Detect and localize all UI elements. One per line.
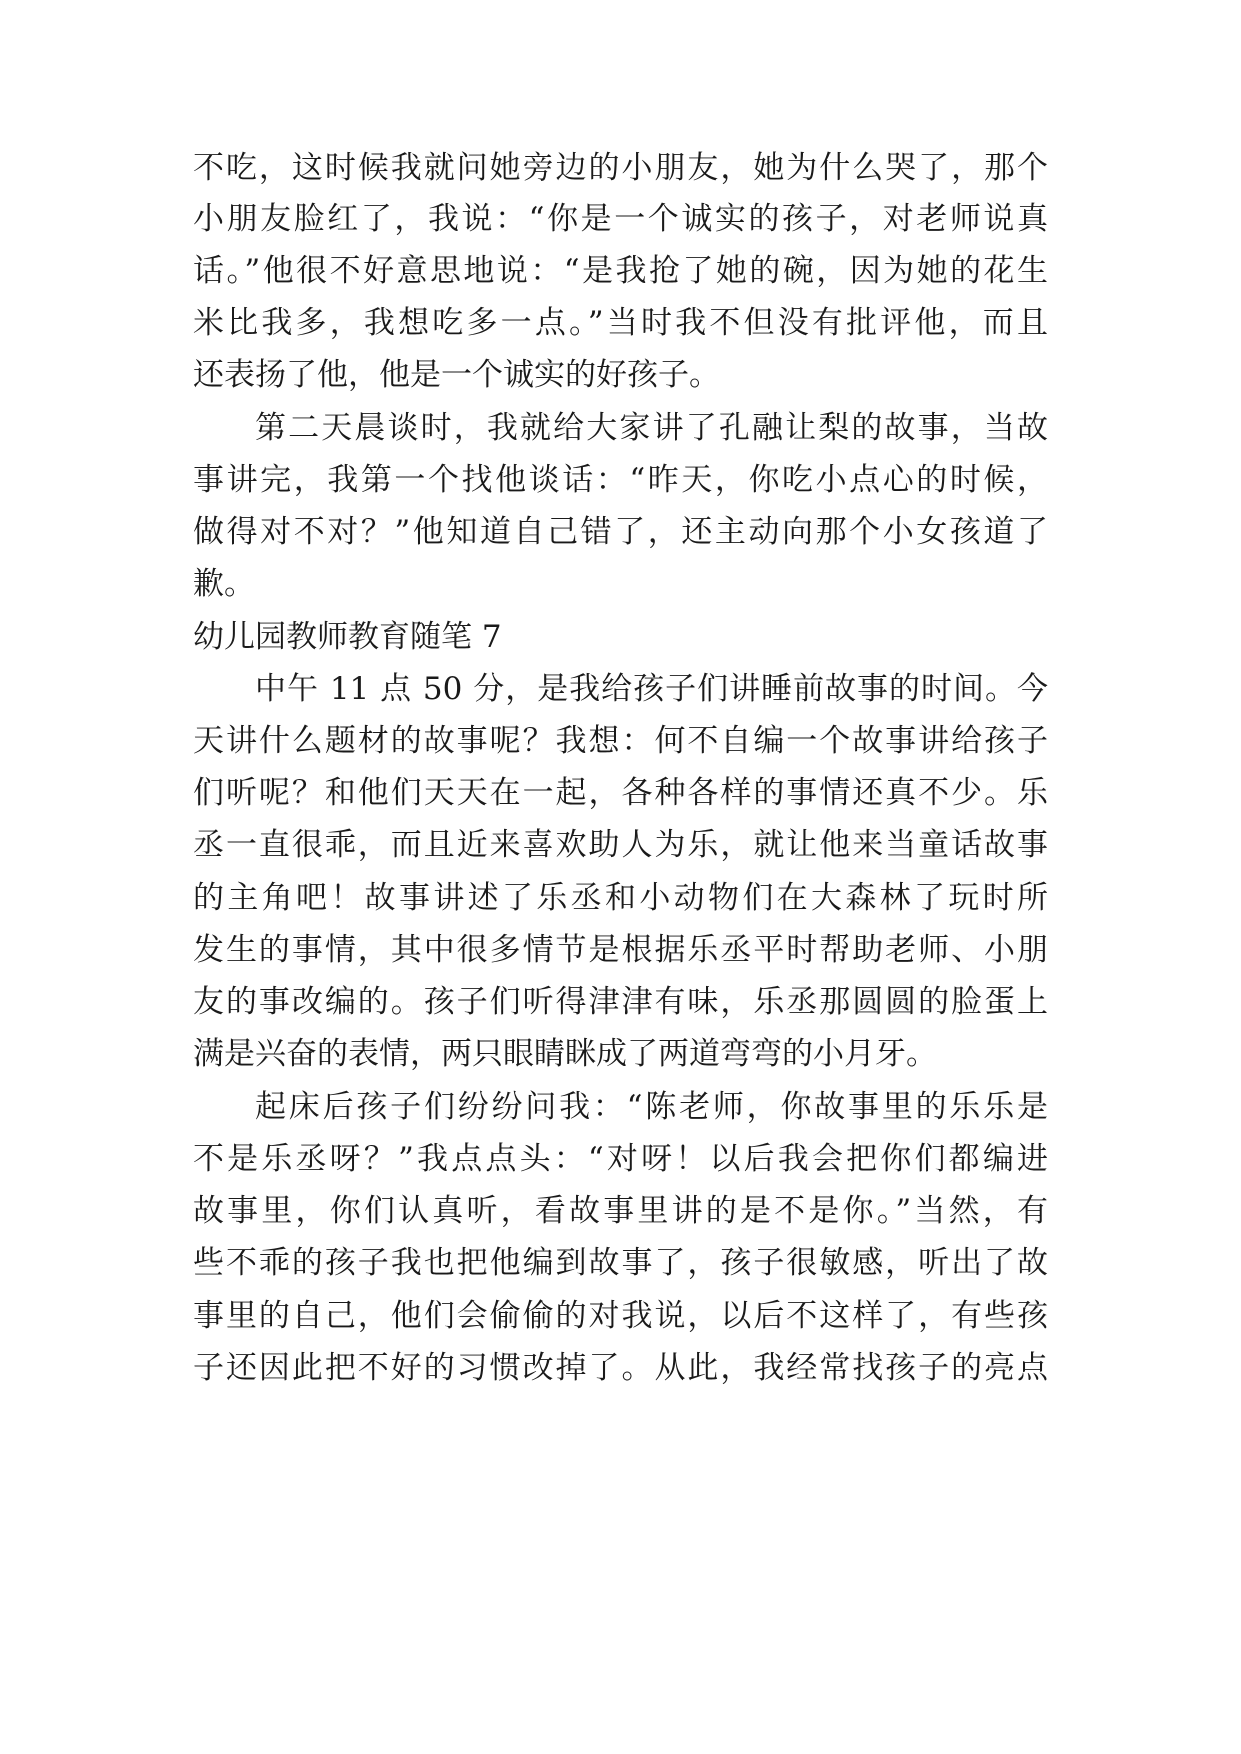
- body-text-line: 子还因此把不好的习惯改掉了。从此，我经常找孩子的亮点: [193, 1350, 1048, 1386]
- body-text-line: 丞一直很乖，而且近来喜欢助人为乐，就让他来当童话故事: [193, 827, 1048, 863]
- body-text-line: 歉。: [193, 566, 255, 602]
- body-text-line: 故事里，你们认真听，看故事里讲的是不是你。”当然，有: [193, 1193, 1048, 1229]
- body-text-line: 小朋友脸红了，我说：“你是一个诚实的孩子，对老师说真: [193, 201, 1048, 237]
- paragraph-first-line: 第二天晨谈时，我就给大家讲了孔融让梨的故事，当故: [255, 410, 1048, 446]
- body-text-line: 不是乐丞呀？”我点点头：“对呀！以后我会把你们都编进: [193, 1141, 1048, 1177]
- body-text-line: 不吃，这时候我就问她旁边的小朋友，她为什么哭了，那个: [193, 150, 1048, 186]
- body-text-line: 些不乖的孩子我也把他编到故事了，孩子很敏感，听出了故: [193, 1245, 1048, 1281]
- body-text-line: 事里的自己，他们会偷偷的对我说，以后不这样了，有些孩: [193, 1298, 1048, 1334]
- body-text-line: 满是兴奋的表情，两只眼睛眯成了两道弯弯的小月牙。: [193, 1036, 937, 1072]
- body-text-line: 做得对不对？”他知道自己错了，还主动向那个小女孩道了: [193, 514, 1048, 550]
- body-text-line: 们听呢？和他们天天在一起，各种各样的事情还真不少。乐: [193, 775, 1048, 811]
- body-text-line: 友的事改编的。孩子们听得津津有味，乐丞那圆圆的脸蛋上: [193, 984, 1048, 1020]
- body-text-line: 天讲什么题材的故事呢？我想：何不自编一个故事讲给孩子: [193, 723, 1048, 759]
- body-text-line: 话。”他很不好意思地说：“是我抢了她的碗，因为她的花生: [193, 253, 1048, 289]
- body-text-line: 的主角吧！故事讲述了乐丞和小动物们在大森林了玩时所: [193, 880, 1048, 916]
- body-text-line: 米比我多，我想吃多一点。”当时我不但没有批评他，而且: [193, 305, 1048, 341]
- paragraph-first-line: 起床后孩子们纷纷问我：“陈老师，你故事里的乐乐是: [255, 1089, 1048, 1125]
- body-text-line: 发生的事情，其中很多情节是根据乐丞平时帮助老师、小朋: [193, 932, 1048, 968]
- paragraph-first-line: 中午 11 点 50 分，是我给孩子们讲睡前故事的时间。今: [255, 671, 1048, 707]
- body-text-line: 事讲完，我第一个找他谈话：“昨天，你吃小点心的时候，: [193, 462, 1048, 498]
- section-heading: 幼儿园教师教育随笔 7: [193, 619, 502, 655]
- body-text-line: 还表扬了他，他是一个诚实的好孩子。: [193, 357, 720, 393]
